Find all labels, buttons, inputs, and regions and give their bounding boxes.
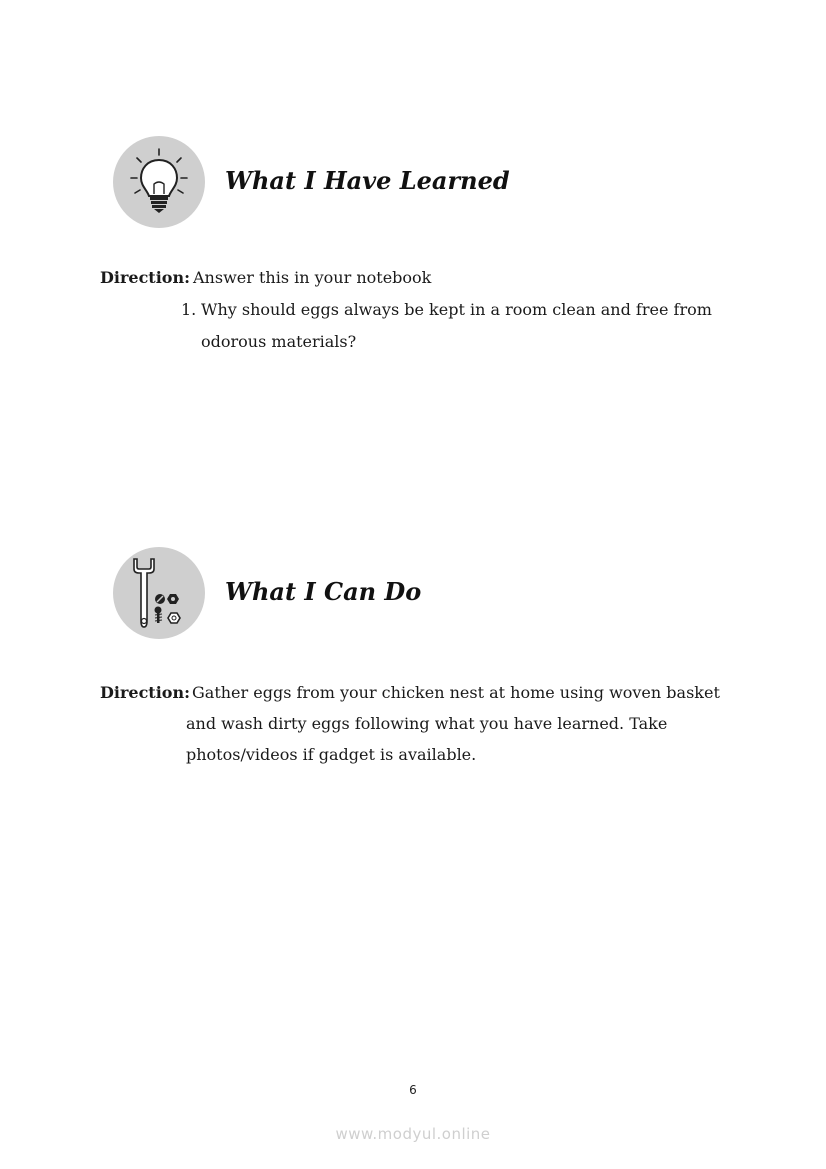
- question-text-line-2: odorous materials?: [201, 332, 357, 351]
- direction-text: Answer this in your notebook: [193, 268, 432, 287]
- question-number: 1.: [181, 300, 197, 319]
- page-number: 6: [409, 1083, 417, 1097]
- watermark: www.modyul.online: [335, 1125, 491, 1143]
- direction-text-line-1: Gather eggs from your chicken nest at home using woven basket: [192, 683, 720, 702]
- question-text-line-1: Why should eggs always be kept in a room clean and free from: [201, 300, 712, 319]
- direction-label: Direction:: [100, 268, 190, 287]
- section-title-what-i-have-learned: What I Have Learned: [225, 166, 510, 195]
- direction-label: Direction:: [100, 683, 190, 702]
- direction-text-line-2: and wash dirty eggs following what you have learned. Take: [186, 714, 668, 733]
- wrench-tools-icon: [113, 547, 205, 639]
- direction-text-line-3: photos/videos if gadget is available.: [186, 745, 477, 764]
- section-title-what-i-can-do: What I Can Do: [225, 577, 422, 606]
- lightbulb-icon: [113, 136, 205, 228]
